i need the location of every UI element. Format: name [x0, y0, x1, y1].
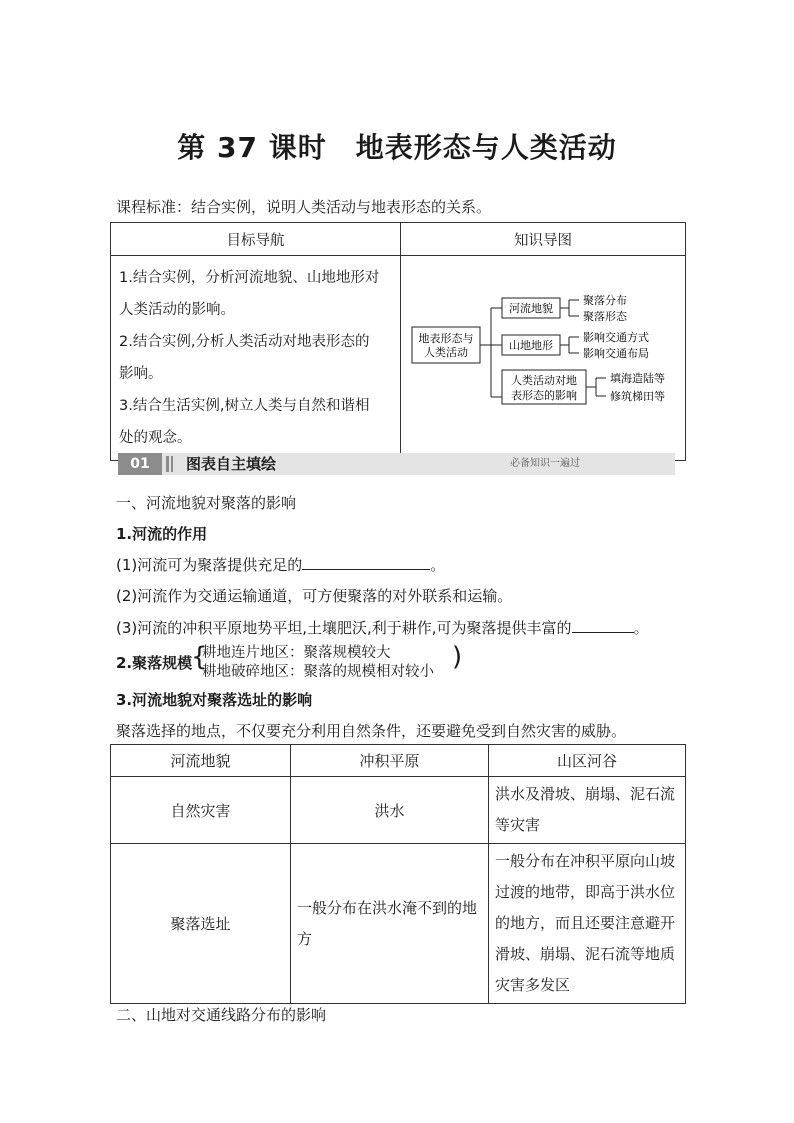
- table-cell: 自然灾害: [111, 777, 291, 844]
- item1-end: 。: [430, 556, 446, 574]
- subheading-site-selection: 3.河流地貌对聚落选址的影响: [116, 691, 313, 709]
- fill-item-3: [116, 617, 649, 638]
- table-cell: 洪水及滑坡、崩塌、泥石流等灾害: [489, 777, 686, 844]
- root-text: 地表形态与: [418, 332, 474, 345]
- goal-line: 2.结合实例,分析人类活动对地表形态的: [119, 334, 370, 350]
- section1-heading: 一、河流地貌对聚落的影响: [116, 494, 297, 512]
- table-header: 山区河谷: [489, 745, 686, 777]
- course-standard: 课程标准：结合实例，说明人类活动与地表形态的关系。: [116, 198, 492, 216]
- root-connector: [480, 308, 502, 397]
- table-cell: 聚落选址: [111, 844, 291, 1004]
- scale-item-small: 耕地破碎地区：聚落的规模相对较小: [202, 664, 434, 680]
- goal-line: 处的观念。: [119, 430, 192, 446]
- branch2-item: 影响交通方式: [583, 331, 649, 344]
- goal-line: 影响。: [119, 366, 163, 382]
- goal-line: 3.结合生活实例,树立人类与自然和谐相: [119, 398, 370, 414]
- page-title: 第 37 课时 地表形态与人类活动: [177, 131, 617, 164]
- branch2-connector: [560, 337, 579, 353]
- map-header: 知识导图: [401, 223, 686, 256]
- branch1-item: 聚落分布: [583, 294, 627, 307]
- branch3-text: 人类活动对地: [511, 374, 577, 387]
- item3-text: (3)河流的冲积平原地势平坦,土壤肥沃,利于耕作,可为聚落提供丰富的: [116, 619, 572, 637]
- subheading-river-role: 1.河流的作用: [116, 525, 208, 543]
- section-banner: [118, 453, 675, 475]
- knowledge-map: [401, 256, 686, 461]
- table-header: 冲积平原: [291, 745, 489, 777]
- banner-divider: [171, 456, 173, 472]
- answer-blank[interactable]: [572, 618, 634, 633]
- table-header: 河流地貌: [111, 745, 291, 777]
- branch1-item: 聚落形态: [583, 310, 627, 323]
- item1-text: (1)河流可为聚落提供充足的: [116, 556, 303, 574]
- river-landform-table: [110, 744, 686, 1004]
- answer-blank[interactable]: [302, 555, 430, 570]
- banner-divider: [166, 456, 169, 472]
- branch3-connector: [586, 378, 606, 396]
- table-cell: 一般分布在冲积平原向山坡过渡的地带，即高于洪水位的地方，而且还要注意避开滑坡、崩塌、泥石流等地质灾害多发区: [489, 844, 686, 1004]
- root-text: 人类活动: [424, 346, 468, 359]
- section2-heading: 二、山地对交通线路分布的影响: [116, 1006, 327, 1024]
- goal-header: 目标导航: [111, 223, 401, 256]
- branch1-text: 河流地貌: [509, 302, 553, 315]
- banner-label: 图表自主填绘: [186, 455, 277, 473]
- fill-item-1: [116, 554, 445, 575]
- goal-table: [110, 222, 686, 461]
- scale-item-large: 耕地连片地区：聚落规模较大: [202, 645, 391, 661]
- branch2-item: 影响交通布局: [583, 347, 649, 360]
- item-2: (2)河流作为交通运输通道，可方便聚落的对外联系和运输。: [116, 587, 513, 605]
- branch3-text: 表形态的影响: [511, 389, 577, 402]
- branch3-item: 填海造陆等: [610, 372, 665, 385]
- site-selection-intro: 聚落选择的地点，不仅要充分利用自然条件，还要避免受到自然灾害的威胁。: [116, 722, 627, 740]
- mindmap-diagram: [401, 256, 686, 444]
- banner-number: 01: [118, 453, 162, 475]
- goal-line: 人类活动的影响。: [119, 302, 235, 318]
- item3-end: 。: [633, 619, 649, 637]
- subheading-settlement-scale: 2.聚落规模: [116, 654, 193, 672]
- goal-list: [111, 256, 401, 461]
- right-brace: ): [452, 642, 463, 672]
- table-cell: 一般分布在洪水淹不到的地方: [291, 844, 489, 1004]
- left-brace: {: [191, 642, 208, 672]
- banner-subtitle: 必备知识一遍过: [510, 458, 580, 469]
- branch3-item: 修筑梯田等: [610, 390, 665, 403]
- table-cell: 洪水: [291, 777, 489, 844]
- goal-line: 1.结合实例，分析河流地貌、山地地形对: [119, 270, 380, 286]
- branch1-connector: [560, 300, 579, 316]
- branch2-text: 山地地形: [509, 339, 553, 352]
